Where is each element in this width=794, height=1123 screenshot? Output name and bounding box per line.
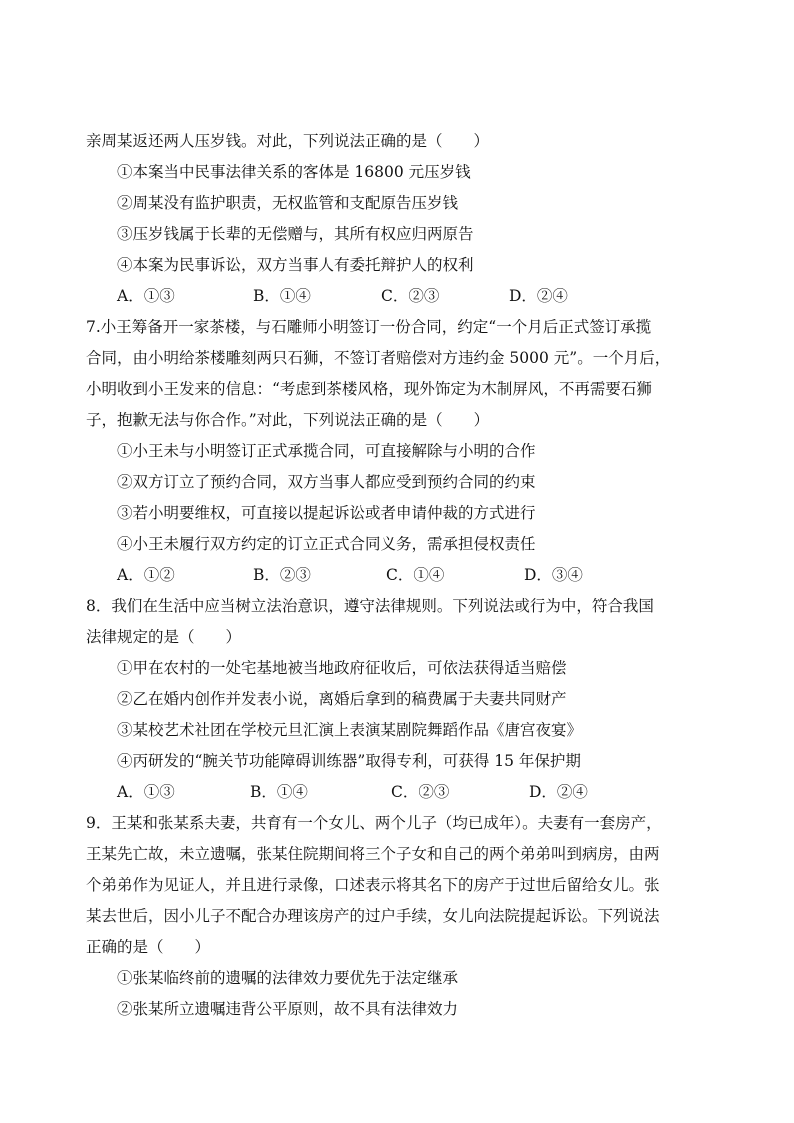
question-8-option-1: ①甲在农村的一处宅基地被当地政府征收后，可依法获得适当赔偿 [117,659,567,677]
choice-b: B．②③ [253,566,311,584]
question-8-stem-line-2: 法律规定的是（ ） [86,628,242,646]
question-7-stem-line-1: 7.小王筹备开一家茶楼，与石雕师小明签订一份合同，约定“一个月后正式签订承揽 [86,318,652,336]
choice-d: D．②④ [509,287,568,305]
question-6-option-2: ②周某没有监护职责，无权监管和支配原告压岁钱 [117,194,459,212]
question-7-stem-line-2: 合同，由小明给茶楼雕刻两只石狮，不签订者赔偿对方违约金 5000 元”。一个月后， [86,349,671,367]
question-9-option-1: ①张某临终前的遗嘱的法律效力要优先于法定继承 [117,969,459,987]
question-9-option-2: ②张某所立遗嘱违背公平原则，故不具有法律效力 [117,1000,459,1018]
question-6 [86,126,726,312]
question-7-option-3: ③若小明要维权，可直接以提起诉讼或者申请仲裁的方式进行 [117,504,536,522]
question-7 [86,312,726,591]
question-6-choices [86,281,726,312]
question-7-option-1: ①小王未与小明签订正式承揽合同，可直接解除与小明的合作 [117,442,536,460]
question-9-stem-line-4: 某去世后，因小儿子不配合办理该房产的过户手续，女儿向法院提起诉讼。下列说法 [86,907,660,925]
question-6-stem-tail: 亲周某返还两人压岁钱。对此，下列说法正确的是（ ） [86,132,490,150]
choice-c: C．②③ [381,287,440,305]
question-7-choices [86,560,726,591]
question-9-stem-line-2: 王某先亡故，未立遗嘱，张某住院期间将三个子女和自己的两个弟弟叫到病房，由两 [86,845,660,863]
choice-a: A．①③ [117,287,175,305]
question-8-option-4: ④丙研发的“腕关节功能障碍训练器”取得专利，可获得 15 年保护期 [117,752,581,770]
choice-d: D．②④ [529,783,588,801]
choice-c: C．②③ [391,783,450,801]
choice-b: B．①④ [253,287,311,305]
choice-a: A．①③ [117,783,175,801]
question-7-stem-line-4: 子，抱歉无法与你合作。”对此，下列说法正确的是（ ） [86,411,490,429]
choice-d: D．③④ [524,566,583,584]
choice-c: C．①④ [386,566,445,584]
question-8-stem-line-1: 8．我们在生活中应当树立法治意识，遵守法律规则。下列说法或行为中，符合我国 [86,597,654,615]
question-7-option-2: ②双方订立了预约合同，双方当事人都应受到预约合同的约束 [117,473,536,491]
question-8-option-3: ③某校艺术社团在学校元旦汇演上表演某剧院舞蹈作品《唐宫夜宴》 [117,721,583,739]
question-7-stem-line-3: 小明收到小王发来的信息：“考虑到茶楼风格，现外饰定为木制屏风，不再需要石狮 [86,380,652,398]
question-6-option-3: ③压岁钱属于长辈的无偿赠与，其所有权应归两原告 [117,225,474,243]
question-8-choices [86,777,726,808]
choice-b: B．①④ [250,783,308,801]
question-9-stem-line-1: 9．王某和张某系夫妻，共育有一个女儿、两个儿子（均已成年）。夫妻有一套房产， [86,814,662,832]
question-6-option-4: ④本案为民事诉讼，双方当事人有委托辩护人的权利 [117,256,474,274]
question-9-stem-line-5: 正确的是（ ） [86,938,211,956]
question-8 [86,591,726,808]
question-8-option-2: ②乙在婚内创作并发表小说，离婚后拿到的稿费属于夫妻共同财产 [117,690,567,708]
choice-a: A．①② [117,566,175,584]
exam-page [86,126,726,1025]
question-9 [86,808,726,1025]
question-7-option-4: ④小王未履行双方约定的订立正式合同义务，需承担侵权责任 [117,535,536,553]
question-6-option-1: ①本案当中民事法律关系的客体是 16800 元压岁钱 [117,163,471,181]
question-9-stem-line-3: 个弟弟作为见证人，并且进行录像，口述表示将其名下的房产于过世后留给女儿。张 [86,876,660,894]
